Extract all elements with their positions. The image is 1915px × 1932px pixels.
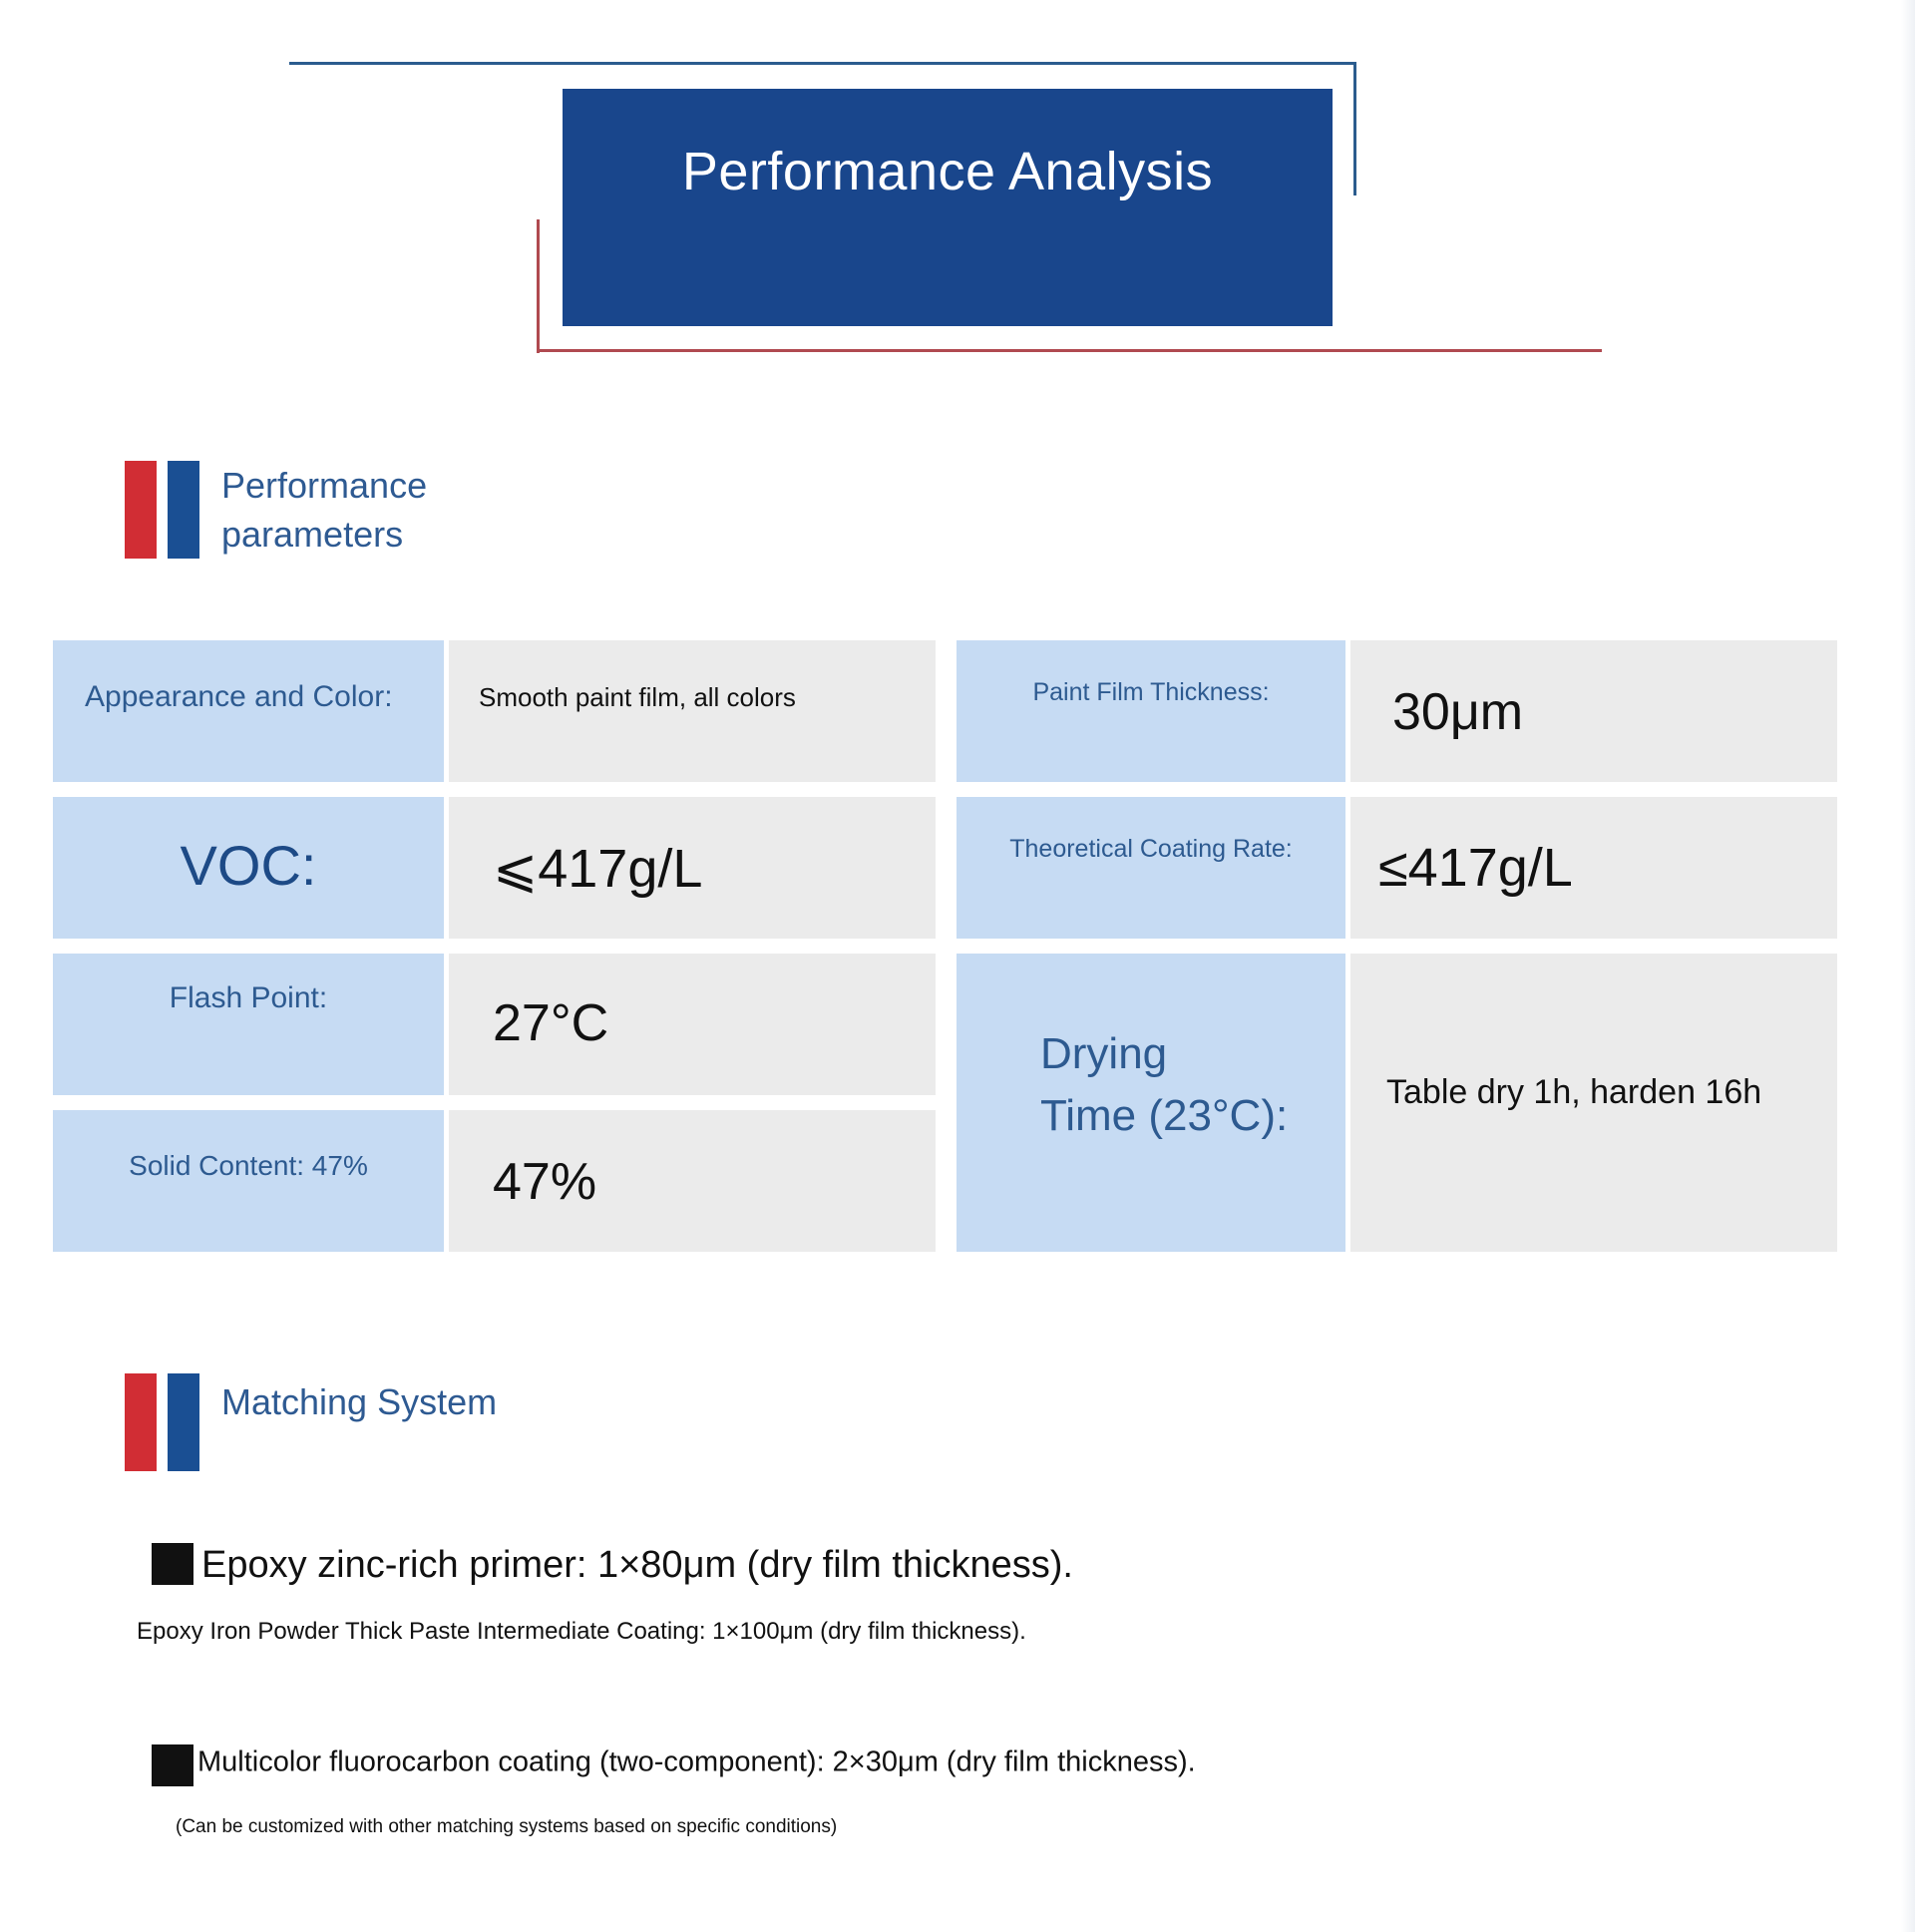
- param-value-drying-time: [1350, 954, 1837, 1252]
- param-label-text: Solid Content: 47%: [129, 1150, 368, 1181]
- page-edge: [1901, 0, 1915, 1932]
- param-label-text: Theoretical Coating Rate:: [1009, 835, 1293, 863]
- param-value-text: 47%: [493, 1153, 597, 1211]
- banner-box: [563, 89, 1333, 326]
- section-marker-icon: [125, 461, 199, 559]
- page-title: Performance Analysis: [681, 142, 1214, 201]
- section-header-parameters: [125, 461, 723, 561]
- param-value-text: 30μm: [1392, 683, 1524, 741]
- param-label-text: Paint Film Thickness:: [1032, 678, 1270, 706]
- param-label-coating-rate: [957, 797, 1345, 939]
- param-label-flash-point: [53, 954, 444, 1095]
- param-label-voc: [53, 797, 444, 939]
- list-item-text: Epoxy Iron Powder Thick Paste Intermediate Coating: 1×100μm (dry film thickness).: [137, 1618, 1026, 1645]
- param-label-text: Appearance and Color:: [85, 680, 393, 713]
- footnote: (Can be customized with other matching systems based on specific conditions): [176, 1816, 838, 1837]
- param-label-solid-content: [53, 1110, 444, 1252]
- section-title-parameters: Performance parameters: [221, 465, 428, 555]
- param-value-text: ≤417g/L: [1378, 838, 1573, 898]
- param-label-appearance: [53, 640, 444, 782]
- param-value-text: ⩽417g/L: [493, 839, 703, 899]
- banner-frame-line-bottom: [537, 349, 1602, 352]
- param-label-text: VOC:: [180, 834, 317, 897]
- param-label-drying-time: [957, 954, 1345, 1252]
- banner-frame-line-top: [289, 62, 1356, 65]
- param-value-appearance: [449, 640, 936, 782]
- param-value-coating-rate: [1350, 797, 1837, 939]
- section-marker-blue-bar: [168, 1373, 199, 1471]
- section-title-matching: Matching System: [221, 1381, 498, 1422]
- param-label-text: Flash Point:: [169, 981, 328, 1014]
- list-item-text: Epoxy zinc-rich primer: 1×80μm (dry film thickness).: [201, 1544, 1073, 1586]
- list-item-text: Multicolor fluorocarbon coating (two-component): 2×30μm (dry film thickness).: [197, 1745, 1196, 1778]
- list-item: [152, 1544, 1073, 1587]
- list-item: [137, 1618, 1026, 1646]
- section-marker-icon: [125, 1373, 199, 1471]
- param-label-film-thickness: [957, 640, 1345, 782]
- param-value-solid-content: [449, 1110, 936, 1252]
- param-value-text: Table dry 1h, harden 16h: [1386, 1073, 1762, 1111]
- black-square-bullet-icon: [152, 1543, 193, 1585]
- banner: [0, 0, 1915, 379]
- param-value-film-thickness: [1350, 640, 1837, 782]
- param-value-flash-point: [449, 954, 936, 1095]
- param-label-text: Drying Time (23°C):: [1040, 1029, 1289, 1140]
- section-marker-red-bar: [125, 1373, 157, 1471]
- param-value-text: Smooth paint film, all colors: [479, 682, 796, 712]
- section-marker-blue-bar: [168, 461, 199, 559]
- param-value-voc: [449, 797, 936, 939]
- banner-frame-line-right: [1353, 62, 1356, 195]
- list-item: [152, 1740, 1196, 1786]
- section-marker-red-bar: [125, 461, 157, 559]
- param-value-text: 27°C: [493, 994, 609, 1052]
- black-square-bullet-icon: [152, 1744, 193, 1786]
- banner-frame-line-left: [537, 219, 540, 353]
- section-header-matching: [125, 1373, 723, 1473]
